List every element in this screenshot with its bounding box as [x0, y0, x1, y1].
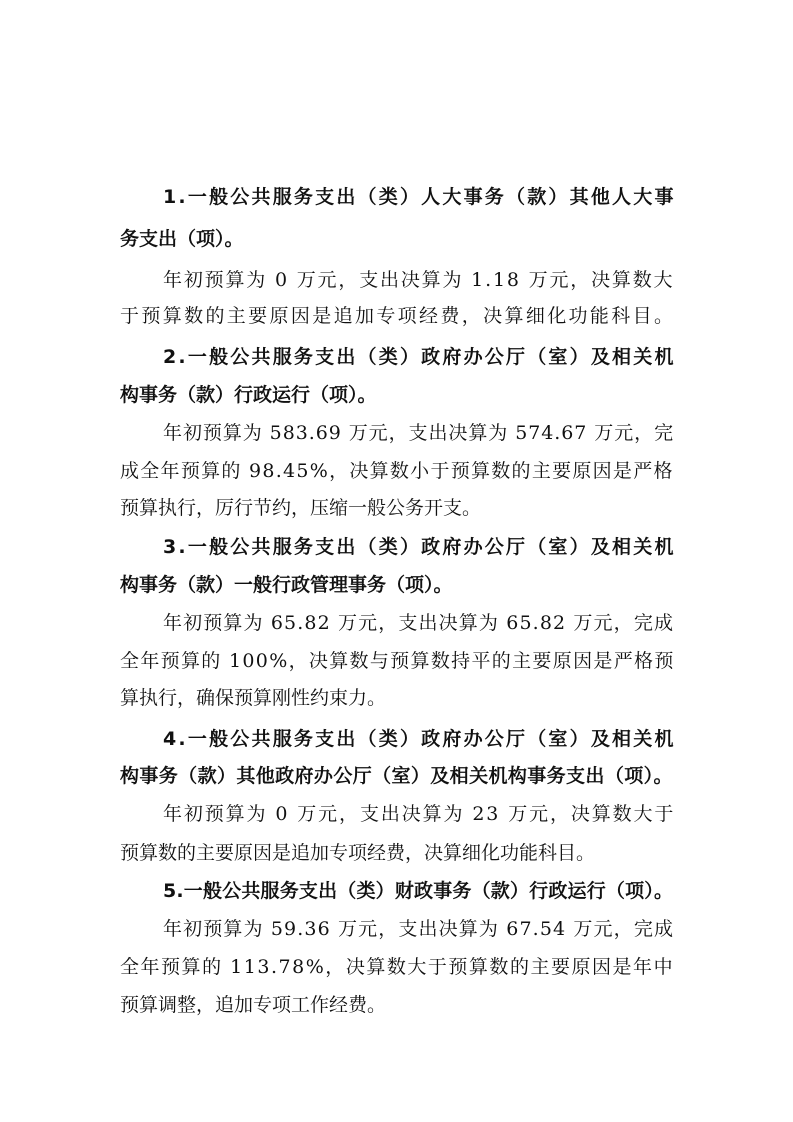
- section-5-body-line-3: 预算调整，追加专项工作经费。: [120, 994, 387, 1016]
- section-3-heading-line-1: 3.一般公共服务支出（类）政府办公厅（室）及相关机: [163, 536, 676, 558]
- section-3-body-line-1: 年初预算为 65.82 万元，支出决算为 65.82 万元，完成: [163, 612, 675, 634]
- section-5-body-line-1: 年初预算为 59.36 万元，支出决算为 67.54 万元，完成: [163, 918, 675, 940]
- section-3-body-line-2: 全年预算的 100%，决算数与预算数持平的主要原因是严格预: [120, 650, 675, 672]
- section-2-body-line-2: 成全年预算的 98.45%，决算数小于预算数的主要原因是严格: [120, 460, 674, 482]
- section-5-heading-line-1: 5.一般公共服务支出（类）财政事务（款）行政运行（项）。: [163, 880, 674, 902]
- section-2-heading-line-1: 2.一般公共服务支出（类）政府办公厅（室）及相关机: [163, 346, 676, 368]
- section-4-heading-line-1: 4.一般公共服务支出（类）政府办公厅（室）及相关机: [163, 728, 676, 750]
- section-4-heading-line-2: 构事务（款）其他政府办公厅（室）及相关机构事务支出（项）。: [120, 765, 673, 787]
- section-3-body-line-3: 算执行，确保预算刚性约束力。: [120, 687, 387, 709]
- section-4-body-line-1: 年初预算为 0 万元，支出决算为 23 万元，决算数大于: [163, 803, 676, 825]
- section-2-body-line-3: 预算执行，厉行节约，压缩一般公务开支。: [120, 497, 482, 519]
- section-2-heading-line-2: 构事务（款）行政运行（项）。: [120, 384, 377, 406]
- section-1-body-line-2: 于预算数的主要原因是追加专项经费，决算细化功能科目。: [120, 305, 676, 327]
- section-2-body-line-1: 年初预算为 583.69 万元，支出决算为 574.67 万元，完: [163, 422, 675, 444]
- section-1-heading-line-1: 1.一般公共服务支出（类）人大事务（款）其他人大事: [163, 186, 676, 208]
- section-4-body-line-2: 预算数的主要原因是追加专项经费，决算细化功能科目。: [120, 842, 596, 864]
- section-5-body-line-2: 全年预算的 113.78%，决算数大于预算数的主要原因是年中: [120, 956, 675, 978]
- section-3-heading-line-2: 构事务（款）一般行政管理事务（项）。: [120, 574, 453, 596]
- section-1-body-line-1: 年初预算为 0 万元，支出决算为 1.18 万元，决算数大: [163, 269, 675, 291]
- section-1-heading-line-2: 务支出（项）。: [120, 228, 244, 250]
